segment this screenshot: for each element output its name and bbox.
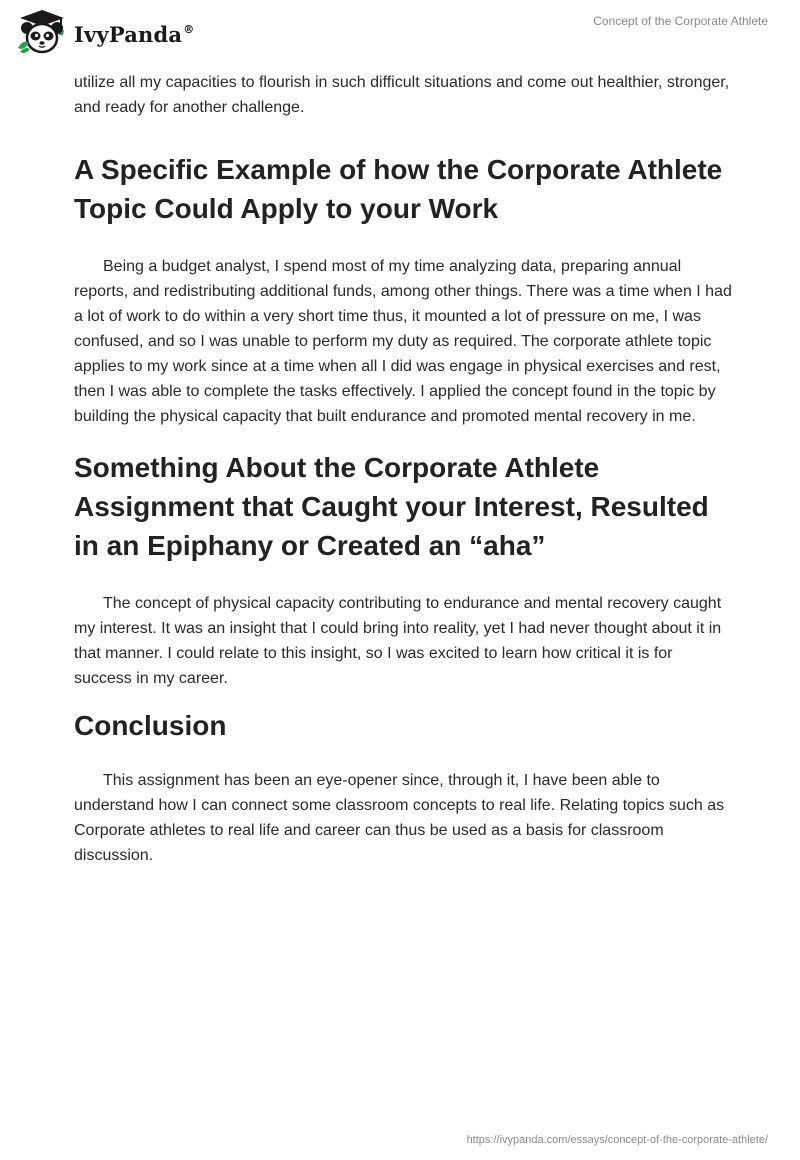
brand-logo[interactable] (14, 8, 194, 56)
registered-mark: ® (183, 22, 195, 36)
source-url-link[interactable]: https://ivypanda.com/essays/concept-of-the-corporate-athlete/ (466, 1134, 768, 1146)
section-paragraph-conclusion: This assignment has been an eye-opener since, through it, I have been able to understand how I can connect some classroom concepts to real life. Relating topics such as Corporate athletes to real life and career can thus be used as a basis for classroom discussion. (74, 772, 725, 864)
page-header (0, 0, 800, 70)
section-heading-interest: Something About the Corporate Athlete Assignment that Caught your Interest, Resulted in an Epiphany or Created an “aha” (74, 452, 709, 561)
essay-content (74, 70, 734, 868)
intro-paragraph: utilize all my capacities to flourish in such difficult situations and come out healthier, stronger, and ready for another challenge. (74, 74, 730, 116)
brand-name: IvyPanda® (74, 21, 195, 47)
section-heading-conclusion: Conclusion (74, 710, 227, 741)
panda-graduate-icon (14, 8, 70, 56)
section-heading-work-example: A Specific Example of how the Corporate Athlete Topic Could Apply to your Work (74, 154, 723, 224)
document-title: Concept of the Corporate Athlete (593, 14, 768, 28)
section-paragraph-work-example: Being a budget analyst, I spend most of my time analyzing data, preparing annual reports, and redistributing additional funds, among other things. There was a time when I had a lot of work to do within a very short time thus, it mounted a lot of pressure on me, I was confused, and so I was unable to perform my duty as required. The corporate athlete topic applies to my work since at a time when all I did was engage in physical exercises and rest, then I was able to complete the tasks effectively. I applied the concept found in the topic by building the physical capacity that built endurance and promoted mental recovery in me. (74, 258, 732, 425)
section-paragraph-interest: The concept of physical capacity contributing to endurance and mental recovery caught my interest. It was an insight that I could bring into reality, yet I had never thought about it in that manner. I could relate to this insight, so I was excited to learn how critical it is for success in my career. (74, 595, 722, 687)
